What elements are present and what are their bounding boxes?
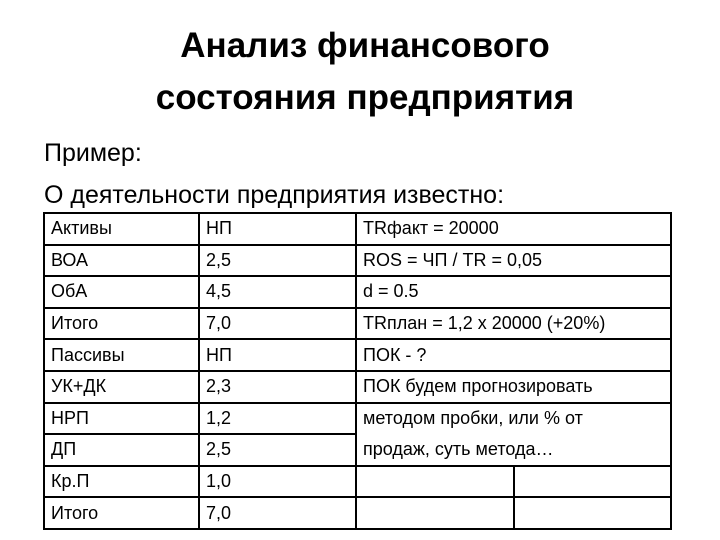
row-label: Кр.П	[44, 466, 199, 498]
table-row	[44, 245, 671, 277]
table-row	[44, 371, 671, 403]
row-note: ROS = ЧП / TR = 0,05	[356, 245, 671, 277]
row-value: 7,0	[199, 308, 356, 340]
empty-cell	[356, 466, 514, 498]
balance-table	[43, 212, 672, 530]
intro-line-1: Пример:	[44, 139, 142, 167]
intro-text	[44, 132, 504, 216]
empty-cell	[356, 497, 514, 529]
table-row	[44, 434, 671, 466]
row-label: ВОА	[44, 245, 199, 277]
row-note: d = 0.5	[356, 276, 671, 308]
table-row	[44, 466, 671, 498]
empty-cell	[514, 497, 671, 529]
intro-line-2: О деятельности предприятия известно:	[44, 181, 505, 209]
table-row	[44, 497, 671, 529]
title-line-2: состояния предприятия	[155, 78, 575, 117]
row-value: 2,5	[199, 434, 356, 466]
row-note: ПОК будем прогнозировать	[356, 371, 671, 403]
title-line-1: Анализ финансового	[180, 26, 550, 65]
row-value: НП	[199, 213, 356, 245]
row-value: 2,5	[199, 245, 356, 277]
table-row	[44, 276, 671, 308]
row-value: 4,5	[199, 276, 356, 308]
row-note: TRплан = 1,2 х 20000 (+20%)	[356, 308, 671, 340]
row-note: ПОК - ?	[356, 339, 671, 371]
row-note: TRфакт = 20000	[356, 213, 671, 245]
row-value: 1,0	[199, 466, 356, 498]
row-label: ДП	[44, 434, 199, 466]
row-value: 2,3	[199, 371, 356, 403]
row-value: 7,0	[199, 497, 356, 529]
row-label: УК+ДК	[44, 371, 199, 403]
row-note: продаж, суть метода…	[356, 434, 671, 466]
row-label: Итого	[44, 497, 199, 529]
row-label: Пассивы	[44, 339, 199, 371]
row-label: ОбА	[44, 276, 199, 308]
row-label: Итого	[44, 308, 199, 340]
row-value: 1,2	[199, 403, 356, 435]
row-value: НП	[199, 339, 356, 371]
table-row	[44, 308, 671, 340]
table-row	[44, 339, 671, 371]
row-label: НРП	[44, 403, 199, 435]
empty-cell	[514, 466, 671, 498]
row-label: Активы	[44, 213, 199, 245]
table-row	[44, 403, 671, 435]
slide-title	[0, 20, 720, 124]
table-row	[44, 213, 671, 245]
row-note: методом пробки, или % от	[356, 403, 671, 435]
